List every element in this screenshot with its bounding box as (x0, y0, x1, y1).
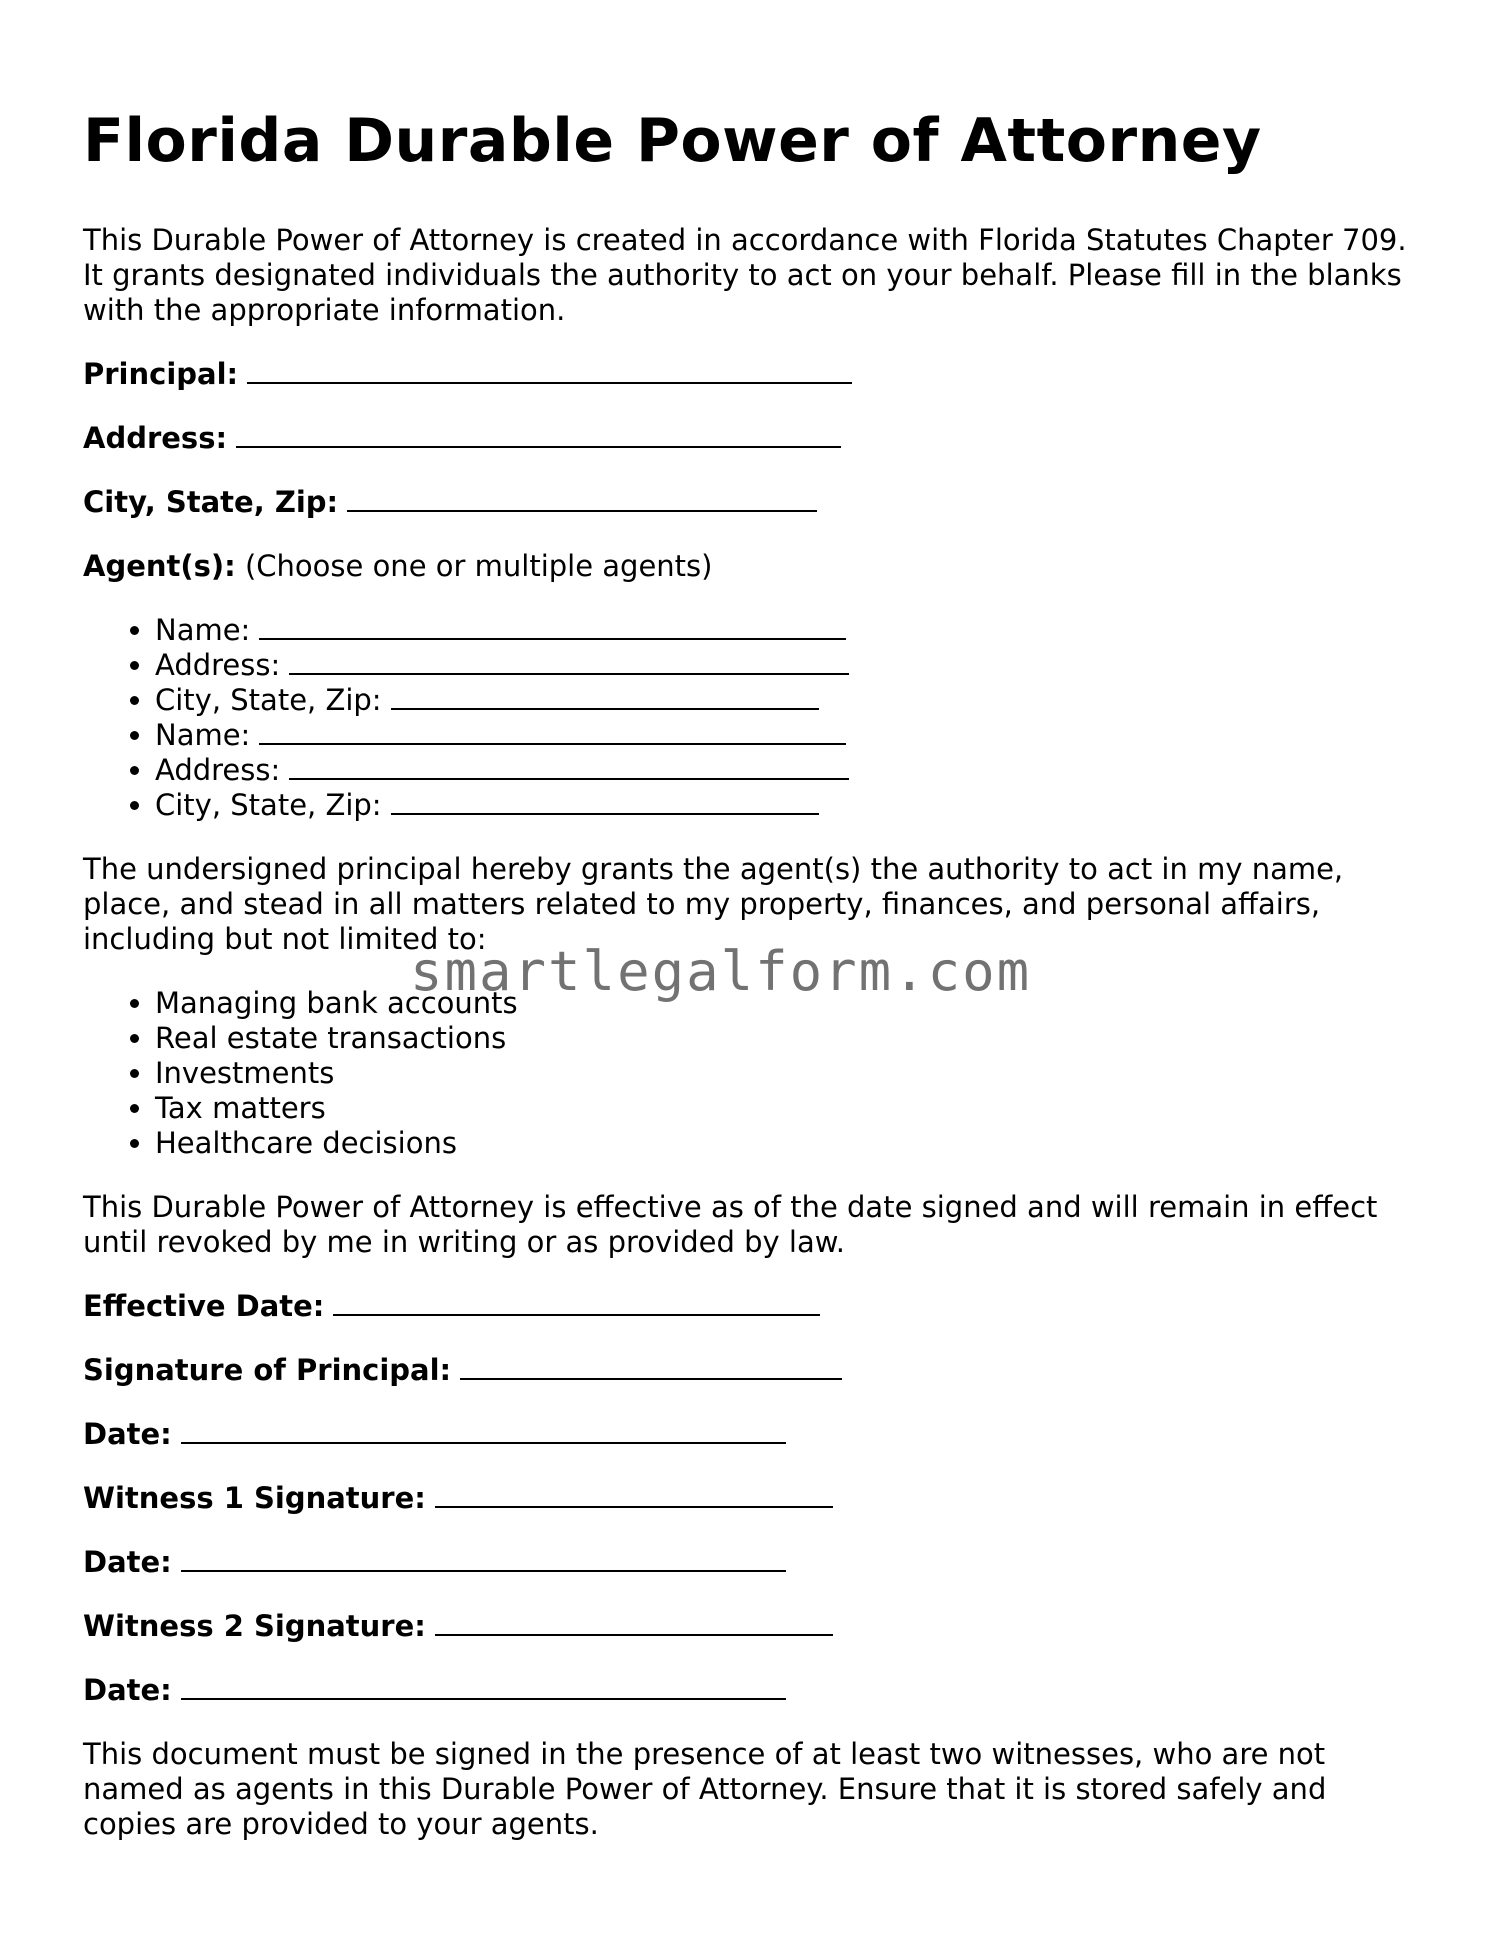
agent-address-blank[interactable] (289, 649, 849, 675)
agent-address-blank[interactable] (289, 754, 849, 780)
list-item (155, 613, 1413, 648)
list-item: • Tax matters (155, 1091, 1413, 1126)
witness2-date-blank[interactable] (181, 1674, 786, 1700)
principal-date-label: Date: (83, 1417, 172, 1451)
principal-blank[interactable] (247, 358, 852, 384)
address-blank[interactable] (236, 422, 841, 448)
document-title: Florida Durable Power of Attorney (83, 106, 1262, 176)
agent-fields-list (83, 613, 1413, 823)
witness2-date-field (83, 1673, 1413, 1708)
list-item: • Investments (155, 1056, 1413, 1091)
witness1-date-field (83, 1545, 1413, 1580)
agent-city-state-zip-label: City, State, Zip: (155, 788, 382, 822)
address-label: Address: (83, 421, 228, 455)
list-item: • Healthcare decisions (155, 1126, 1413, 1161)
agents-heading (83, 549, 1413, 584)
agent-city-state-zip-label: City, State, Zip: (155, 683, 382, 717)
agent-name-blank[interactable] (259, 614, 846, 640)
witness1-date-label: Date: (83, 1545, 172, 1579)
witness2-signature-blank[interactable] (435, 1610, 833, 1636)
agent-name-blank[interactable] (259, 719, 846, 745)
list-item (155, 788, 1413, 823)
principal-signature-blank[interactable] (460, 1354, 842, 1380)
principal-signature-label: Signature of Principal: (83, 1353, 452, 1387)
agents-label: Agent(s): (83, 549, 236, 583)
witness1-signature-blank[interactable] (435, 1482, 833, 1508)
list-item (155, 753, 1413, 788)
grant-paragraph: The undersigned principal hereby grants the agent(s) the authority to act in my name, place, and stead in all matters related to my property, finances, and personal affairs, including but not limited to: (83, 852, 1344, 956)
effective-date-label: Effective Date: (83, 1289, 325, 1323)
effective-date-blank[interactable] (333, 1290, 820, 1316)
witness1-signature-label: Witness 1 Signature: (83, 1481, 426, 1515)
witness1-date-blank[interactable] (181, 1546, 786, 1572)
agents-note: (Choose one or multiple agents) (244, 549, 713, 583)
address-field (83, 421, 1413, 456)
city-state-zip-field (83, 485, 1413, 520)
powers-list (83, 986, 1413, 1161)
principal-date-blank[interactable] (181, 1418, 786, 1444)
witness2-signature-label: Witness 2 Signature: (83, 1609, 426, 1643)
principal-field (83, 357, 1413, 392)
principal-label: Principal: (83, 357, 239, 391)
witness1-signature-field (83, 1481, 1413, 1516)
list-item (155, 648, 1413, 683)
list-item: • Managing bank accounts (155, 986, 1413, 1021)
agent-name-label: Name: (155, 718, 251, 752)
agent-address-label: Address: (155, 753, 281, 787)
agent-city-state-zip-blank[interactable] (391, 789, 819, 815)
effective-paragraph: This Durable Power of Attorney is effective as of the date signed and will remain in effect until revoked by me in writing or as provided by law. (83, 1190, 1378, 1259)
list-item: • Real estate transactions (155, 1021, 1413, 1056)
list-item (155, 718, 1413, 753)
witness2-signature-field (83, 1609, 1413, 1644)
watermark: smartlegalform.com (410, 940, 1032, 1003)
city-state-zip-label: City, State, Zip: (83, 485, 339, 519)
list-item (155, 683, 1413, 718)
intro-paragraph: This Durable Power of Attorney is created in accordance with Florida Statutes Chapter 709. It grants designated individuals the authority to act on your behalf. Please fill in the blanks with the appropriate information. (83, 223, 1407, 327)
principal-date-field (83, 1417, 1413, 1452)
agent-city-state-zip-blank[interactable] (391, 684, 819, 710)
agent-address-label: Address: (155, 648, 281, 682)
closing-paragraph: This document must be signed in the presence of at least two witnesses, who are not named as agents in this Durable Power of Attorney. Ensure that it is stored safely and copies are provided to your agents. (83, 1737, 1327, 1841)
principal-signature-field (83, 1353, 1413, 1388)
effective-date-field (83, 1289, 1413, 1324)
agent-name-label: Name: (155, 613, 251, 647)
witness2-date-label: Date: (83, 1673, 172, 1707)
city-state-zip-blank[interactable] (347, 486, 817, 512)
